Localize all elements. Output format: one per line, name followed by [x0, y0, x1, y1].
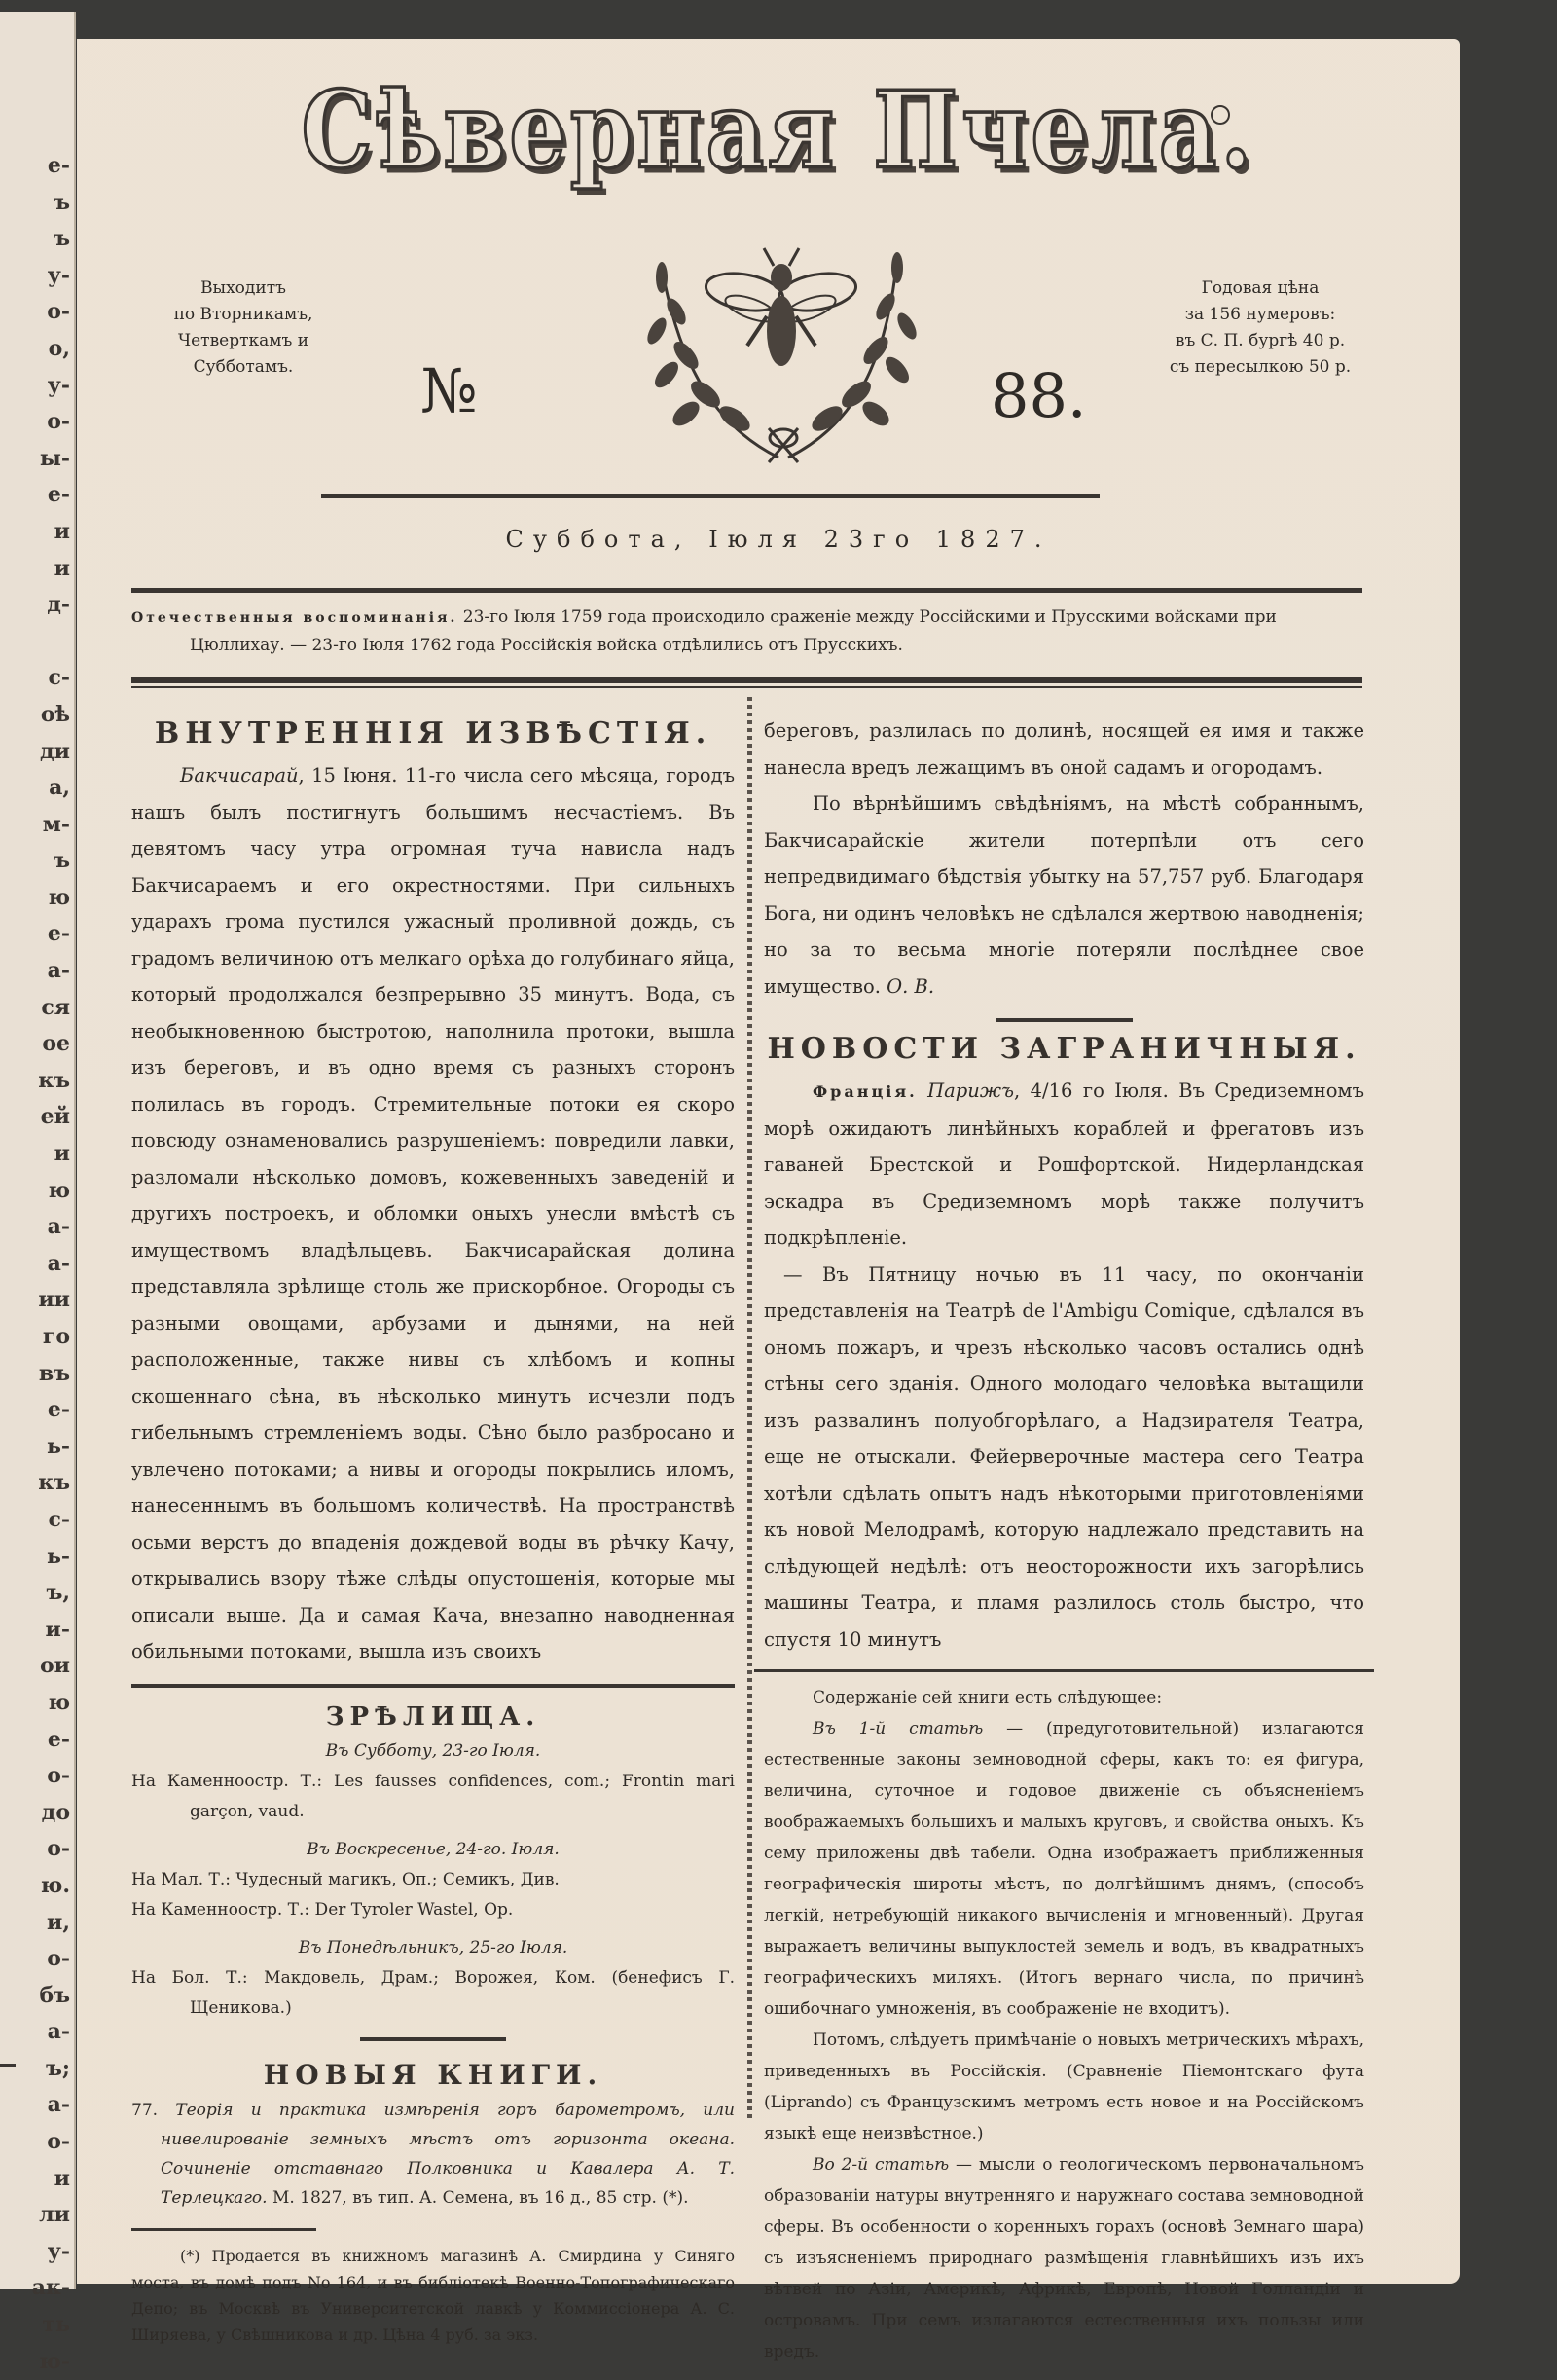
date-line: Суббота, Іюля 23го 1827.	[505, 526, 1052, 553]
previous-page-rule	[0, 2064, 16, 2067]
theatre-entry: На Бол. Т.: Макдовель, Драм.; Ворожея, Ком. (бенефисъ Г. Щеникова.)	[131, 1967, 735, 2018]
previous-page-fragment: ю-	[39, 2348, 70, 2374]
previous-page-fragment: о,	[48, 335, 70, 361]
previous-page-fragment: въ	[38, 1360, 70, 1386]
theatre-entry: На Мал. Т.: Чудесный магикъ, Оп.; Семикъ, Див.	[131, 1869, 560, 1889]
previous-page-fragment: ся	[41, 994, 70, 1020]
previous-page-fragment: у-	[47, 372, 70, 398]
book-number: 77.	[131, 2100, 159, 2120]
foreign-text: Въ Средиземномъ морѣ ожидаютъ линѣйныхъ кораблей и фрегатовъ изъ гаваней Брестской и Рошфортской. Нидерландская эскадра въ Средиземномъ морѣ также получитъ подкрѣпленіе.	[764, 1080, 1365, 1249]
previous-page-fragment	[2, 624, 70, 661]
contents-intro: Содержаніе сей книги есть слѣдующее:	[813, 1688, 1163, 1707]
domestic-news-body	[131, 757, 735, 1670]
price-line: съ пересылкою 50 р.	[1169, 357, 1352, 377]
previous-page-fragment: ю	[48, 1177, 70, 1203]
previous-page-fragment: ли	[39, 2202, 70, 2228]
previous-page-fragment: ей	[40, 1104, 70, 1130]
book-title: Теорія и практика измѣренія горъ барометромъ, или нивелированіе земныхъ мѣстъ отъ горизонта океана. Сочиненіе отставнаго Полковника и Кавалера А. Т. Терлецкаго.	[161, 2100, 735, 2208]
previous-page-fragment: ди	[40, 738, 70, 764]
previous-page-fragment: е-	[47, 1397, 70, 1423]
author-signature: О. В.	[887, 974, 935, 998]
section-rule	[754, 1669, 1374, 1672]
previous-page-fragment: а-	[47, 1214, 70, 1240]
price-line: за 156 нумеровъ:	[1184, 305, 1336, 324]
right-column	[764, 713, 1364, 2367]
schedule-line: Субботамъ.	[193, 357, 294, 377]
section-rule	[131, 1684, 735, 1688]
previous-page-fragment: ы-	[39, 445, 70, 471]
previous-page-fragment: ъ	[54, 189, 70, 215]
section-rule	[996, 1018, 1133, 1022]
previous-page-fragment: м-	[42, 811, 70, 837]
foreign-date: , 4/16 го Іюля.	[1014, 1080, 1169, 1102]
book-contents	[764, 1682, 1364, 2367]
footnote-rule	[131, 2228, 316, 2231]
foreign-news-p1	[764, 1073, 1364, 1257]
previous-page-fragment: къ	[38, 1067, 70, 1093]
country-label: Франція.	[813, 1082, 918, 1101]
previous-page-fragment: ть	[42, 2312, 70, 2338]
previous-page-fragment: ии	[38, 1287, 70, 1313]
price-line: Годовая цѣна	[1201, 278, 1320, 298]
previous-page-fragment: о-	[47, 2129, 70, 2155]
previous-page-fragment: е-	[47, 153, 70, 178]
theatre-day: Въ Субботу, 23-го Іюля.	[325, 1740, 541, 1761]
previous-page-fragment: ои	[40, 1653, 70, 1679]
previous-page-fragment: и	[54, 518, 70, 544]
masthead-title: Сѣверная Пчела.	[301, 68, 1256, 193]
previous-page-fragment: и,	[47, 1909, 70, 1935]
previous-page-fragment: у-	[47, 262, 70, 288]
previous-page-fragment: с-	[48, 665, 70, 691]
theatre-listings	[131, 1737, 735, 2024]
previous-page-fragment: ь-	[46, 1543, 70, 1569]
article-1-text: — (предуготовительной) излагаются естественные законы земноводной сферы, какъ то: ея фигура, величина, суточное и годовое движеніе съ объясненіемъ воображаемыхъ большихъ и малыхъ круговъ, и свойства оныхъ. Къ сему приложены двѣ табели. Одна изображаетъ приближенныя географическія широты мѣстъ, по долгѣйшимъ днямъ, (способъ легкій, нетребующій никакого вычисленія и мгновенный). Другая выражаетъ величины выпуклостей земель и водъ, въ квадратныхъ географическихъ миляхъ. (Итогъ вернаго числа, по причинѣ ошибочнаго умноженія, въ соображеніе не входитъ).	[764, 1719, 1364, 2019]
previous-page-fragment: о-	[47, 409, 70, 435]
schedule-line: по Вторникамъ,	[173, 305, 313, 324]
domestic-text: , 15 Іюня. 11-го числа сего мѣсяца, городъ нашъ былъ постигнутъ большимъ несчастіемъ. Въ девятомъ часу утра огромная туча нависла надъ Бакчисараемъ и его окрестностями. При сильныхъ ударахъ грома пустился ужасный проливной дождь, съ градомъ величиною отъ мелкаго орѣха до голубинаго яйца, который продолжался безпрерывно 35 минутъ. Вода, съ необыкновенною быстротою, наполнила протоки, вышла изъ береговъ, и въ одно время съ разныхъ сторонъ полилась въ городъ. Стремительные потоки ея скоро повсюду ознаменовались разрушеніемъ: повредили лавки, разломали нѣсколько домовъ, кожевенныхъ заведеній и другихъ построекъ, и обломки оныхъ унесли вмѣстѣ съ имуществомъ владѣльцевъ. Бакчисарайская долина представляла зрѣлище столь же прискорбное. Огороды съ разными овощами, арбузами и дынями, на ней расположенные, также нивы съ хлѣбомъ и копны скошеннаго сѣна, въ нѣсколько минутъ исчезли подъ гибельнымъ стремленіемъ воды. Сѣно было разбросано и увлечено потоками; а нивы и огороды покрылись иломъ, нанесеннымъ въ большомъ количествѣ. На пространствѣ осьми верстъ до впаденія дождевой воды въ рѣчку Качу, открывались взору тѣже слѣды опустошенія, которые мы описали выше. Да и самая Кача, внезапно наводненная обильными потоками, вышла изъ своихъ	[131, 764, 735, 1663]
previous-page-fragment: ъ	[54, 848, 70, 874]
dateline-place: Бакчисарай	[180, 764, 299, 787]
article-2-lead: Во 2-й статьѣ	[813, 2155, 950, 2175]
previous-page-fragment: ю	[48, 884, 70, 910]
theatre-day: Въ Понедѣльникъ, 25-го Іюля.	[298, 1937, 568, 1958]
theatre-heading: ЗРѢЛИЩА.	[325, 1702, 541, 1732]
contents-note: Потомъ, слѣдуетъ примѣчаніе о новыхъ метрическихъ мѣрахъ, приведенныхъ въ Россійскія. (Сравненіе Піемонтскаго фута (Liprando) съ Французскимъ метромъ есть новое и на Россійскомъ языкѣ еще неизвѣстное.)	[764, 2031, 1364, 2143]
previous-page-fragment: а-	[47, 2092, 70, 2118]
previous-page-fragment: у-	[47, 2238, 70, 2264]
patriotic-memorials	[131, 604, 1362, 659]
previous-page-fragment: о-	[47, 1763, 70, 1789]
contents-article-1	[764, 1713, 1364, 2025]
previous-page-fragment: о-	[47, 1836, 70, 1862]
city-label: Парижъ	[927, 1080, 1015, 1102]
previous-page-fragment: а-	[47, 958, 70, 984]
schedule-line: Четверткамъ и	[177, 331, 309, 350]
masthead-rule	[321, 494, 1100, 498]
foreign-news-heading: НОВОСТИ ЗАГРАНИЧНЫЯ.	[767, 1032, 1361, 1066]
section-rule	[360, 2037, 506, 2041]
previous-page-fragment: оѣ	[40, 701, 70, 727]
new-books-heading: НОВЫЯ КНИГИ.	[263, 2058, 603, 2091]
library-stamp-icon	[1211, 105, 1230, 125]
domestic-continued-p2	[764, 786, 1364, 1005]
bee-wreath-emblem-icon	[642, 238, 924, 467]
new-book-entry	[131, 2096, 735, 2213]
book-imprint: М. 1827, въ тип. А. Семена, въ 16 д., 85 стр. (*).	[272, 2187, 689, 2208]
previous-page-fragment: ъ	[54, 226, 70, 252]
theatre-entry: На Каменноостр. Т.: Der Tyroler Wastel, Op.	[131, 1899, 514, 1920]
previous-page-fragment: д-	[47, 592, 70, 618]
date-rule	[131, 588, 1362, 593]
previous-page-fragment: е-	[47, 921, 70, 947]
number-sign: №	[420, 355, 478, 426]
previous-page-fragment: и	[54, 1141, 70, 1167]
previous-page-fragment: къ	[38, 1470, 70, 1496]
schedule-line: Выходитъ	[200, 278, 286, 298]
article-1-lead: Въ 1-й статьѣ	[813, 1719, 984, 1739]
book-footnote: (*) Продается въ книжномъ магазинѣ А. Смирдина у Синяго моста, въ домѣ подъ No 164, и въ библіотекѣ Военно-Топографическаго Депо; въ Москвѣ въ Университетской лавкѣ у Коммиссіонера А. С. Ширяева, у Свѣшникова и др. Цѣна 4 руб. за экз.	[131, 2246, 735, 2344]
previous-page-text-fragments	[2, 148, 70, 2380]
previous-page-fragment: го	[42, 1324, 70, 1349]
previous-page-fragment: с-	[48, 1506, 70, 1532]
contents-article-2	[764, 2149, 1364, 2367]
previous-page-fragment: ь-	[46, 1433, 70, 1459]
previous-page-fragment: бъ	[39, 1982, 70, 2008]
memorials-line-2: Цюллихау. — 23-го Іюля 1762 года Россійскія войска отдѣлились отъ Прусскихъ.	[190, 636, 903, 655]
theatre-entry: На Каменноостр. Т.: Les fausses confidences, com.; Frontin mari garçon, vaud.	[131, 1771, 735, 1821]
memorials-rule-thin	[131, 686, 1362, 688]
previous-page-fragment: и	[54, 2165, 70, 2191]
article-2-text: — мысли о геологическомъ первоначальномъ образованіи натуры внутренняго и наружнаго состава земноводной сферы. Въ особенности о коренныхъ горахъ (основѣ Земнаго шара) съ изъясненіемъ природнаго размѣщенія главнѣйшихъ изъ ихъ вѣтвей по Азіи, Америкѣ, Африкѣ, Европѣ, Новой Голландіи и островамъ. При семъ излагаются естественныя ихъ пользы или вредъ.	[764, 2155, 1364, 2362]
memorials-line-1	[131, 604, 1362, 632]
previous-page-fragment: а,	[49, 775, 70, 801]
domestic-continued-text: По вѣрнѣйшимъ свѣдѣніямъ, на мѣстѣ собраннымъ, Бакчисарайскіе жители потерпѣли отъ сего непредвидимаго бѣдствія убытку на 57,757 руб. Благодаря Бога, ни одинъ человѣкъ не сдѣлался жертвою наводненія; но за то весьма многіе потеряли послѣднее свое имущество.	[764, 792, 1364, 998]
previous-page-fragment: ъ;	[46, 2055, 70, 2081]
column-divider	[747, 697, 752, 2118]
previous-page-fragment: ак-	[31, 2275, 70, 2301]
previous-page-fragment: о-	[47, 1946, 70, 1972]
previous-page-fragment: е-	[47, 482, 70, 508]
previous-page-fragment: ю	[48, 1689, 70, 1715]
previous-page-fragment: и	[54, 555, 70, 581]
memorials-text-1: 23-го Іюля 1759 года происходило сраженіе между Россійскими и Прусскими войсками при	[462, 607, 1277, 627]
theatre-day: Въ Воскресенье, 24-го. Іюля.	[307, 1839, 560, 1859]
annual-price	[1158, 275, 1362, 381]
foreign-news-p2: — Въ Пятницу ночью въ 11 часу, по окончаніи представленія на Театрѣ de l'Ambigu Comique, сдѣлался въ ономъ пожаръ, и чрезъ нѣсколько часовъ остались однѣ стѣны сего зданія. Одного молодаго человѣка вытащили изъ развалинъ полуобгорѣлаго, а Надзирателя Театра, еще не отыскали. Фейерверочные мастера сего Театра хотѣли сдѣлать опытъ надъ нѣкоторыми приготовленіями къ новой Мелодрамѣ, которую надлежало представить на слѣдующей недѣлѣ: отъ неосторожности ихъ загорѣлись машины Театра, и пламя разлилось столь быстро, что спустя 10 минутъ	[764, 1263, 1364, 1651]
previous-page-fragment: до	[41, 1799, 70, 1825]
issue-number: 88.	[991, 360, 1087, 431]
previous-page-fragment: а-	[47, 1250, 70, 1276]
left-column	[131, 711, 735, 2348]
previous-page-fragment: е-	[47, 1726, 70, 1752]
previous-page-fragment: ое	[42, 1031, 70, 1057]
memorials-rule-thick	[131, 677, 1362, 683]
previous-page-fragment: а-	[47, 2019, 70, 2045]
publication-schedule	[146, 275, 341, 381]
domestic-continued-p1: береговъ, разлилась по долинѣ, носящей ея имя и также нанесла вредъ лежащимъ въ оной садамъ и огородамъ.	[764, 719, 1364, 779]
memorials-lead: Отечественныя воспоминанія.	[131, 610, 458, 626]
previous-page-edge	[0, 12, 76, 2374]
price-line: въ С. П. бургѣ 40 р.	[1175, 331, 1346, 350]
previous-page-fragment: ъ,	[46, 1580, 70, 1606]
previous-page-fragment: ю.	[40, 1872, 70, 1898]
previous-page-fragment: о-	[47, 299, 70, 325]
domestic-news-heading: ВНУТРЕННІЯ ИЗВѢСТІЯ.	[154, 716, 712, 751]
previous-page-fragment: и-	[45, 1616, 70, 1642]
